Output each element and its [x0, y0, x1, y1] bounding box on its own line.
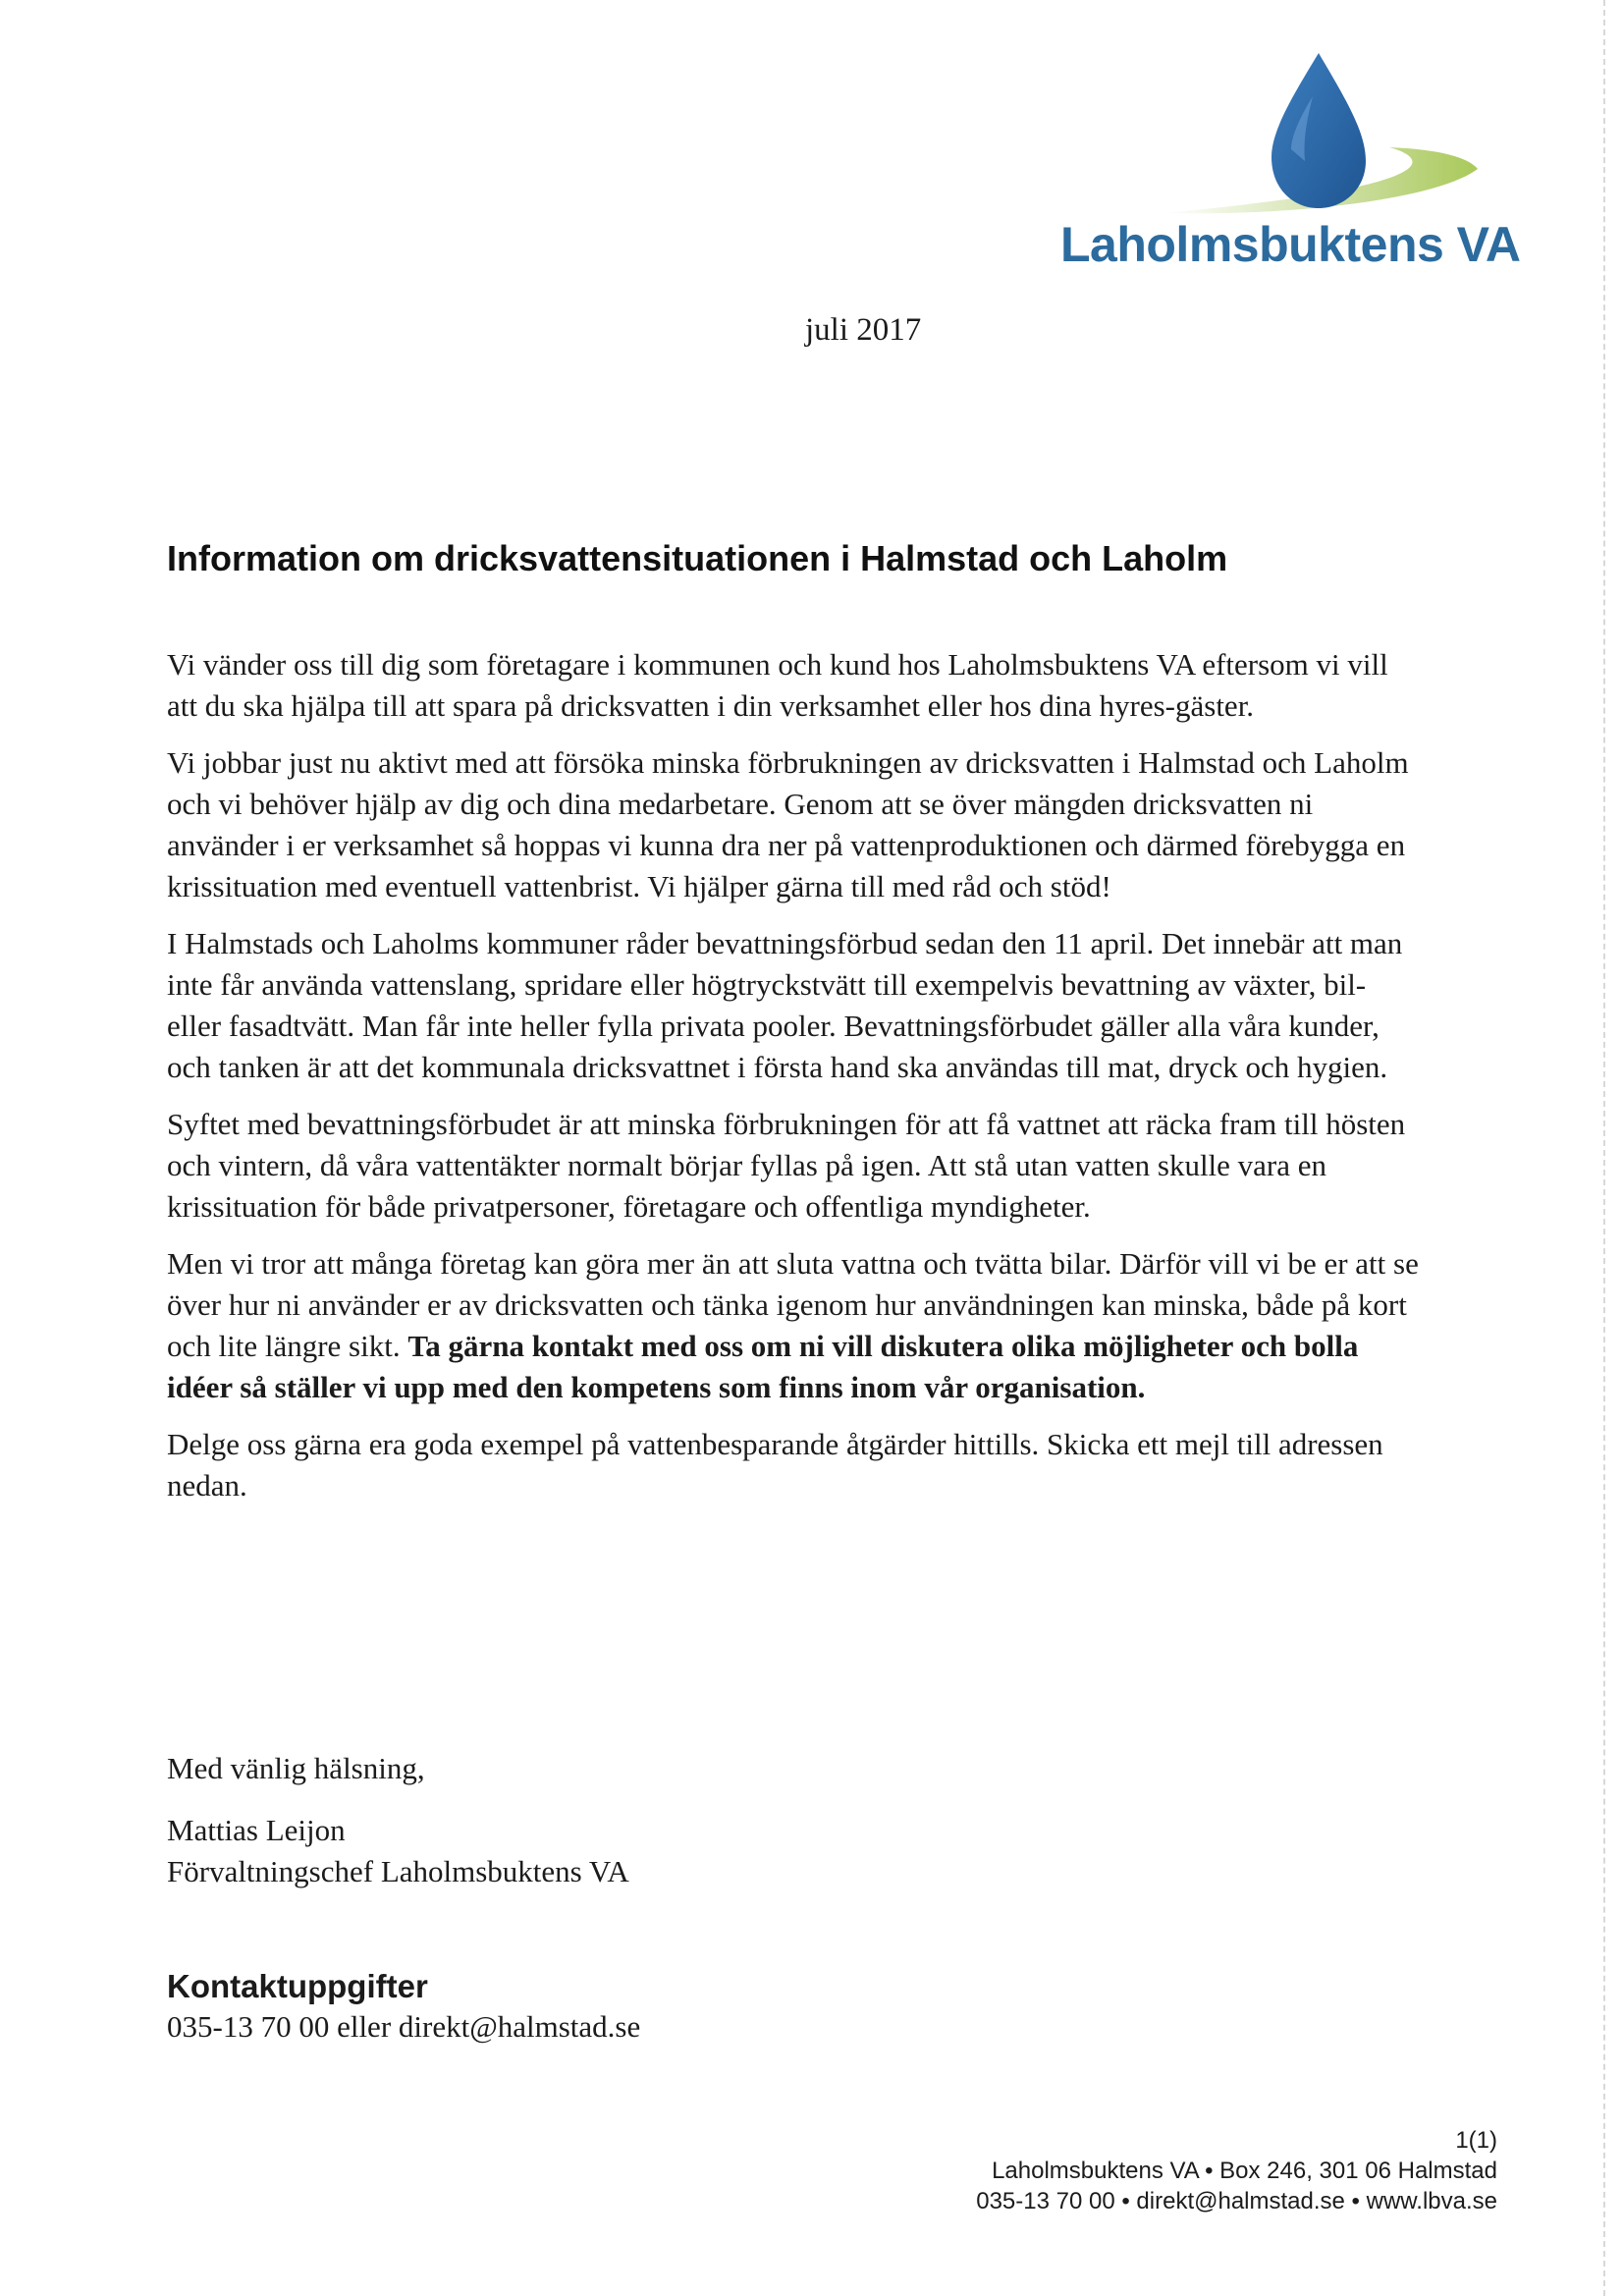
footer-contact: 035-13 70 00 • direkt@halmstad.se • www.lbva.se — [976, 2188, 1497, 2214]
signer-name: Mattias Leijon — [167, 1813, 346, 1847]
paragraph-2: Vi jobbar just nu aktivt med att försöka minska förbrukningen av dricksvatten i Halmstad och Laholm och vi behöver hjälp av dig och dina medarbetare. Genom att se över mängden dricksvatten ni använder i er verksamhet så hoppas vi kunna dra ner på vattenproduktionen och därmed förebygga en krissituation med eventuell vattenbrist. Vi hjälper gärna till med råd och stöd! — [167, 745, 1409, 903]
logo-wordmark: Laholmsbuktens VA — [1060, 217, 1521, 272]
contact-details: 035-13 70 00 eller direkt@halmstad.se — [167, 2009, 641, 2044]
scan-edge — [1603, 0, 1605, 2296]
paragraph-3: I Halmstads och Laholms kommuner råder bevattningsförbud sedan den 11 april. Det innebär att man inte får använda vattenslang, spridare eller högtryckstvätt till exempelvis bevattning av växter, bil- eller fasadtvätt. Man får inte heller fylla privata pooler. Bevattningsförbudet gäller alla våra kunder, och tanken är att det kommunala dricksvattnet i första hand ska användas till mat, dryck och hygien. — [167, 926, 1403, 1084]
water-drop-logo-icon — [1144, 51, 1497, 223]
paragraph-5 — [167, 1243, 1424, 1408]
paragraph-4: Syftet med bevattningsförbudet är att minska förbrukningen för att få vattnet att räcka fram till hösten och vintern, då våra vattentäkter normalt börjar fyllas på igen. Att stå utan vatten skulle vara en krissituation för både privatpersoner, företagare och offentliga myndigheter. — [167, 1107, 1406, 1224]
letter-title: Information om dricksvattensituationen i Halmstad och Laholm — [167, 538, 1228, 578]
letter-body — [167, 644, 1424, 1522]
footer — [976, 2125, 1497, 2216]
paragraph-1: Vi vänder oss till dig som företagare i kommunen och kund hos Laholmsbuktens VA eftersom vi vill att du ska hjälpa till att spara på dricksvatten i din verksamhet eller hos dina hyres-gäster. — [167, 647, 1388, 723]
contact-heading: Kontaktuppgifter — [167, 1968, 428, 2004]
page-number: 1(1) — [1455, 2127, 1497, 2154]
paragraph-5-bold: Ta gärna kontakt med oss om ni vill diskutera olika möjligheter och bolla idéer så ställer vi upp med den kompetens som finns inom vår organisation. — [167, 1329, 1359, 1404]
paragraph-6: Delge oss gärna era goda exempel på vattenbesparande åtgärder hittills. Skicka ett mejl till adressen nedan. — [167, 1427, 1383, 1503]
signer-role: Förvaltningschef Laholmsbuktens VA — [167, 1854, 629, 1888]
signature-block — [167, 1810, 629, 1892]
footer-address: Laholmsbuktens VA • Box 246, 301 06 Halmstad — [992, 2158, 1497, 2184]
letter-date: juli 2017 — [805, 312, 922, 348]
paragraph-5-text: Men vi tror att många företag kan göra mer än att sluta vattna och tvätta bilar. Därför vill vi be er att se över hur ni använder er av dricksvatten och tänka igenom hur användningen kan minska, både på kort och lite längre sikt. — [167, 1246, 1419, 1363]
closing-greeting: Med vänlig hälsning, — [167, 1751, 425, 1785]
company-logo — [1060, 51, 1521, 277]
